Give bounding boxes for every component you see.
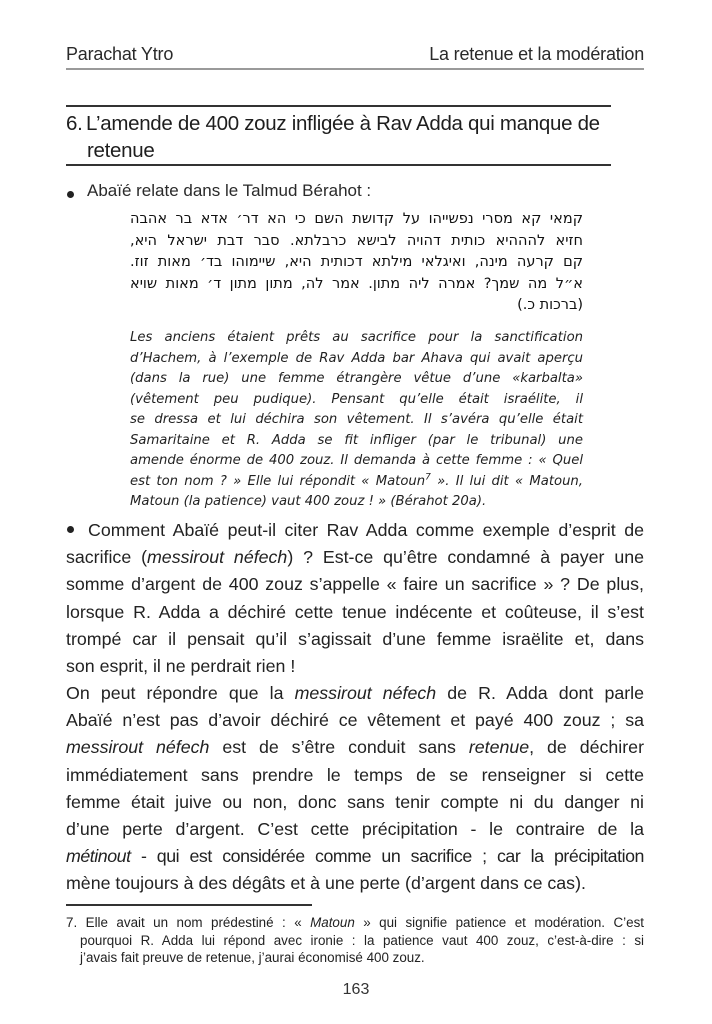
italic-term: messirout néfech bbox=[294, 683, 437, 703]
body-line: trompé car il pensait qu’il s’agissait d’une femme israëlite et, dans bbox=[66, 628, 644, 649]
body-line: immédiatement sans prendre le temps de se renseigner si cette bbox=[66, 764, 644, 785]
running-header bbox=[66, 44, 644, 66]
body-line bbox=[66, 843, 644, 870]
header-divider bbox=[66, 68, 644, 70]
body-text: est de s’être conduit sans bbox=[209, 737, 469, 758]
body-line: lorsque R. Adda a déchiré cette tenue indécente et coûteuse, il s’est bbox=[66, 601, 644, 622]
translation-line: Les anciens étaient prêts au sacrifice pour la sanctification bbox=[130, 330, 583, 345]
heading-rule-top bbox=[66, 105, 611, 107]
body-line: son esprit, il ne perdrait rien ! bbox=[66, 656, 296, 677]
hebrew-line: חזיא להההיא כותית דהויה לבישא כרבלתא. סבר דבת ישראל היא, bbox=[130, 232, 583, 249]
translation-line: amende énorme de 400 zouz. Il demanda à cette femme : « Quel bbox=[130, 453, 583, 468]
hebrew-source-reference: (ברכות כ.) bbox=[517, 297, 583, 313]
translation-line bbox=[130, 472, 583, 493]
body-line bbox=[66, 544, 644, 571]
italic-term: métinout bbox=[66, 846, 131, 867]
hebrew-line: קם קרעה מינה, ואיגלאי מילתא דכותית היא, שיימוהו בד׳ מאות זוז. bbox=[130, 254, 583, 270]
italic-term: messirout néfech bbox=[66, 737, 210, 758]
body-line: d’une perte d’argent. C’est cette précipitation - le contraire de la bbox=[66, 819, 644, 840]
footnote-7 bbox=[66, 914, 644, 967]
intro-text: Abaïé relate dans le Talmud Bérahot : bbox=[87, 181, 372, 200]
body-line: somme d’argent de 400 zouz s’appelle « faire un sacrifice » ? De plus, bbox=[66, 574, 644, 595]
section-title-line2: retenue bbox=[87, 139, 155, 162]
header-chapter-title: La retenue et la modération bbox=[429, 44, 644, 64]
paragraph-answer bbox=[66, 680, 644, 898]
header-parasha-title: Parachat Ytro bbox=[66, 44, 174, 64]
body-text: de R. Adda dont parle bbox=[436, 683, 644, 703]
body-text: sacrifice ( bbox=[66, 547, 147, 568]
body-line: Comment Abaïé peut-il citer Rav Adda comme exemple d’esprit de bbox=[88, 520, 644, 540]
body-text: ) ? Est-ce qu’être condamné à payer une bbox=[287, 547, 644, 568]
translation-line: Samaritaine et R. Adda se fit infliger (par le tribunal) une bbox=[130, 432, 583, 448]
italic-term: Matoun bbox=[310, 915, 355, 930]
paragraph-question bbox=[66, 517, 644, 680]
body-line bbox=[66, 734, 644, 761]
translation-line: Matoun (la patience) vaut 400 zouz ! » (Bérahot 20a). bbox=[130, 494, 487, 509]
footnote-ref-7[interactable]: 7 bbox=[425, 472, 431, 483]
body-text: - qui est considérée comme un sacrifice ; car la précipitation bbox=[130, 846, 644, 867]
footnote-line bbox=[66, 914, 644, 932]
translation-line: se dressa et lui déchira son vêtement. Il s’avéra qu’elle était bbox=[130, 412, 583, 427]
hebrew-line: קמאי קא מסרי נפשייהו על קדושת השם כי הא דר׳ אדא בר אהבה bbox=[130, 211, 583, 227]
translation-line: (vêtement peu pudique). Pensant qu’elle était israélite, il bbox=[130, 391, 583, 407]
hebrew-line: א״ל מה שמך? אמרה ליה מתון. אמר לה, מתון מתון ד׳ מאות שויא bbox=[130, 275, 583, 292]
heading-rule-bottom bbox=[66, 164, 611, 166]
translation-text: ». Il lui dit « Matoun, bbox=[430, 473, 583, 489]
translation-line: d’Hachem, à l’exemple de Rav Adda bar Ahava qui avait aperçu bbox=[130, 350, 583, 366]
body-text: On peut répondre que la bbox=[66, 683, 295, 703]
translation-text: est ton nom ? » Elle lui répondit « Matoun bbox=[130, 473, 426, 489]
hebrew-quote bbox=[130, 209, 583, 317]
body-line bbox=[66, 680, 644, 707]
italic-term: retenue bbox=[468, 737, 530, 758]
footnote-text: » qui signifie patience et modération. C’est bbox=[354, 915, 644, 930]
footnote-line: pourquoi R. Adda lui répond avec ironie : la patience vaut 400 zouz, c’est-à-dire : si bbox=[80, 932, 644, 948]
footnote-line: j’avais fait preuve de retenue, j’aurai économisé 400 zouz. bbox=[80, 950, 425, 965]
quote-translation bbox=[130, 328, 583, 513]
footnote-number: 7. bbox=[66, 915, 78, 930]
bullet-icon bbox=[67, 191, 74, 198]
body-text: , de déchirer bbox=[529, 737, 644, 758]
footnote-text: Elle avait un nom prédestiné : « bbox=[85, 915, 311, 930]
body-line: Abaïé n’est pas d’avoir déchiré ce vêtement et payé 400 zouz ; sa bbox=[66, 710, 644, 731]
translation-line: (dans la rue) une femme étrangère vêtue d’une «karbalta» bbox=[130, 371, 583, 386]
italic-term: messirout néfech bbox=[147, 547, 288, 568]
section-heading bbox=[66, 110, 626, 164]
footnote-divider bbox=[66, 904, 312, 906]
section-number: 6. bbox=[66, 112, 83, 135]
body-line: mène toujours à des dégâts et à une perte (d’argent dans ce cas). bbox=[66, 873, 586, 894]
body-line: femme était juive ou non, donc sans tenir compte ni du danger ni bbox=[66, 791, 644, 812]
section-title-line1: L’amende de 400 zouz infligée à Rav Adda qui manque de bbox=[86, 112, 600, 135]
page-number: 163 bbox=[342, 981, 370, 998]
